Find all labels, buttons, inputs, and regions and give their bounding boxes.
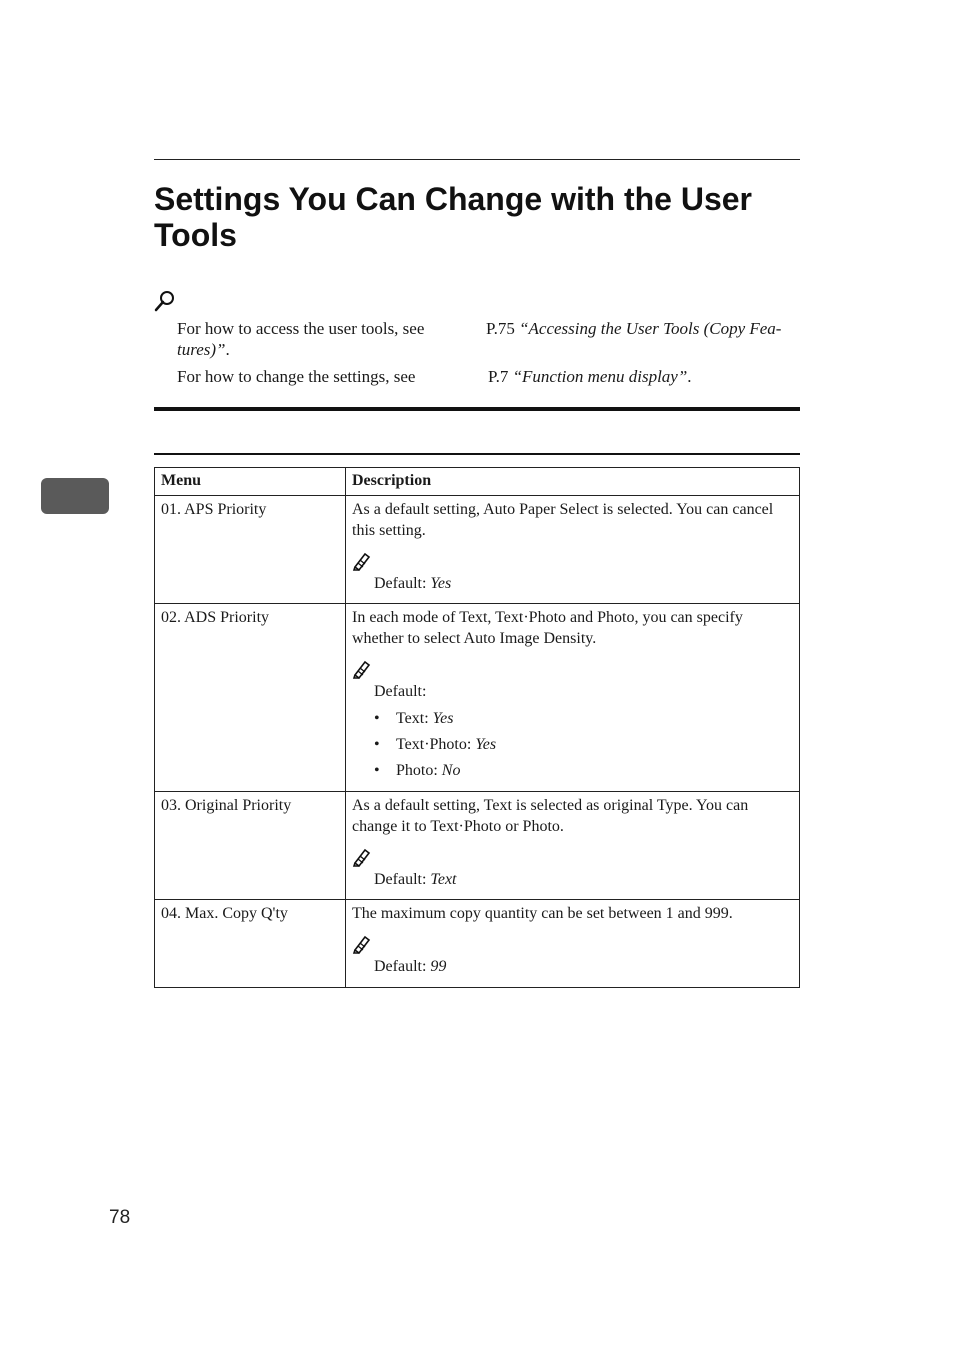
table-row [155, 792, 800, 900]
description-cell [346, 496, 800, 604]
list-item: • Text·Photo: Yes [374, 732, 793, 758]
list-item: • Photo: No [374, 758, 793, 784]
top-rule [154, 159, 800, 160]
reference-change: For how to change the settings, see [177, 367, 416, 386]
pencil-note-icon [352, 934, 372, 954]
description-text: As a default setting, Auto Paper Select is selected. You can cancel this setting. [352, 501, 774, 539]
menu-column-header: Menu [155, 468, 346, 496]
description-column-header: Description [346, 468, 800, 496]
description-cell [346, 604, 800, 792]
default-value-line: Default: Text [374, 871, 457, 888]
magnifier-icon [154, 290, 176, 312]
description-cell [346, 792, 800, 900]
description-text: As a default setting, Text is selected as original Type. You can change it to Text·Photo or Photo. [352, 797, 749, 835]
pencil-note-icon [352, 847, 372, 867]
description-text: The maximum copy quantity can be set between 1 and 999. [352, 905, 733, 922]
description-text: In each mode of Text, Text·Photo and Photo, you can specify whether to select Auto Image Density. [352, 609, 743, 647]
menu-cell: 03. Original Priority [155, 792, 346, 900]
default-bullet-list [374, 706, 793, 784]
default-value-line: Default: 99 [374, 958, 447, 975]
page-title: Settings You Can Change with the User Tools [154, 181, 752, 253]
menu-cell: 04. Max. Copy Q'ty [155, 900, 346, 988]
settings-table [154, 467, 800, 988]
menu-cell: 02. ADS Priority [155, 604, 346, 792]
chapter-tab [41, 478, 109, 514]
default-label: Default: [374, 683, 427, 700]
default-value-line: Default: Yes [374, 575, 452, 592]
menu-cell: 01. APS Priority [155, 496, 346, 604]
table-row [155, 496, 800, 604]
section-divider [154, 407, 800, 411]
list-item: • Text: Yes [374, 706, 793, 732]
reference-change-link[interactable]: P.7 “Function menu display”. [488, 367, 692, 386]
reference-access-cont: tures)”. [177, 340, 230, 359]
pencil-note-icon [352, 659, 372, 679]
pencil-note-icon [352, 551, 372, 571]
table-header-row [155, 468, 800, 496]
reference-access-link[interactable]: P.75 “Accessing the User Tools (Copy Fea- [486, 319, 782, 338]
description-cell [346, 900, 800, 988]
page-number: 78 [109, 1207, 131, 1228]
table-row [155, 604, 800, 792]
table-row [155, 900, 800, 988]
table-top-rule [154, 453, 800, 455]
reference-access: For how to access the user tools, see [177, 319, 425, 338]
